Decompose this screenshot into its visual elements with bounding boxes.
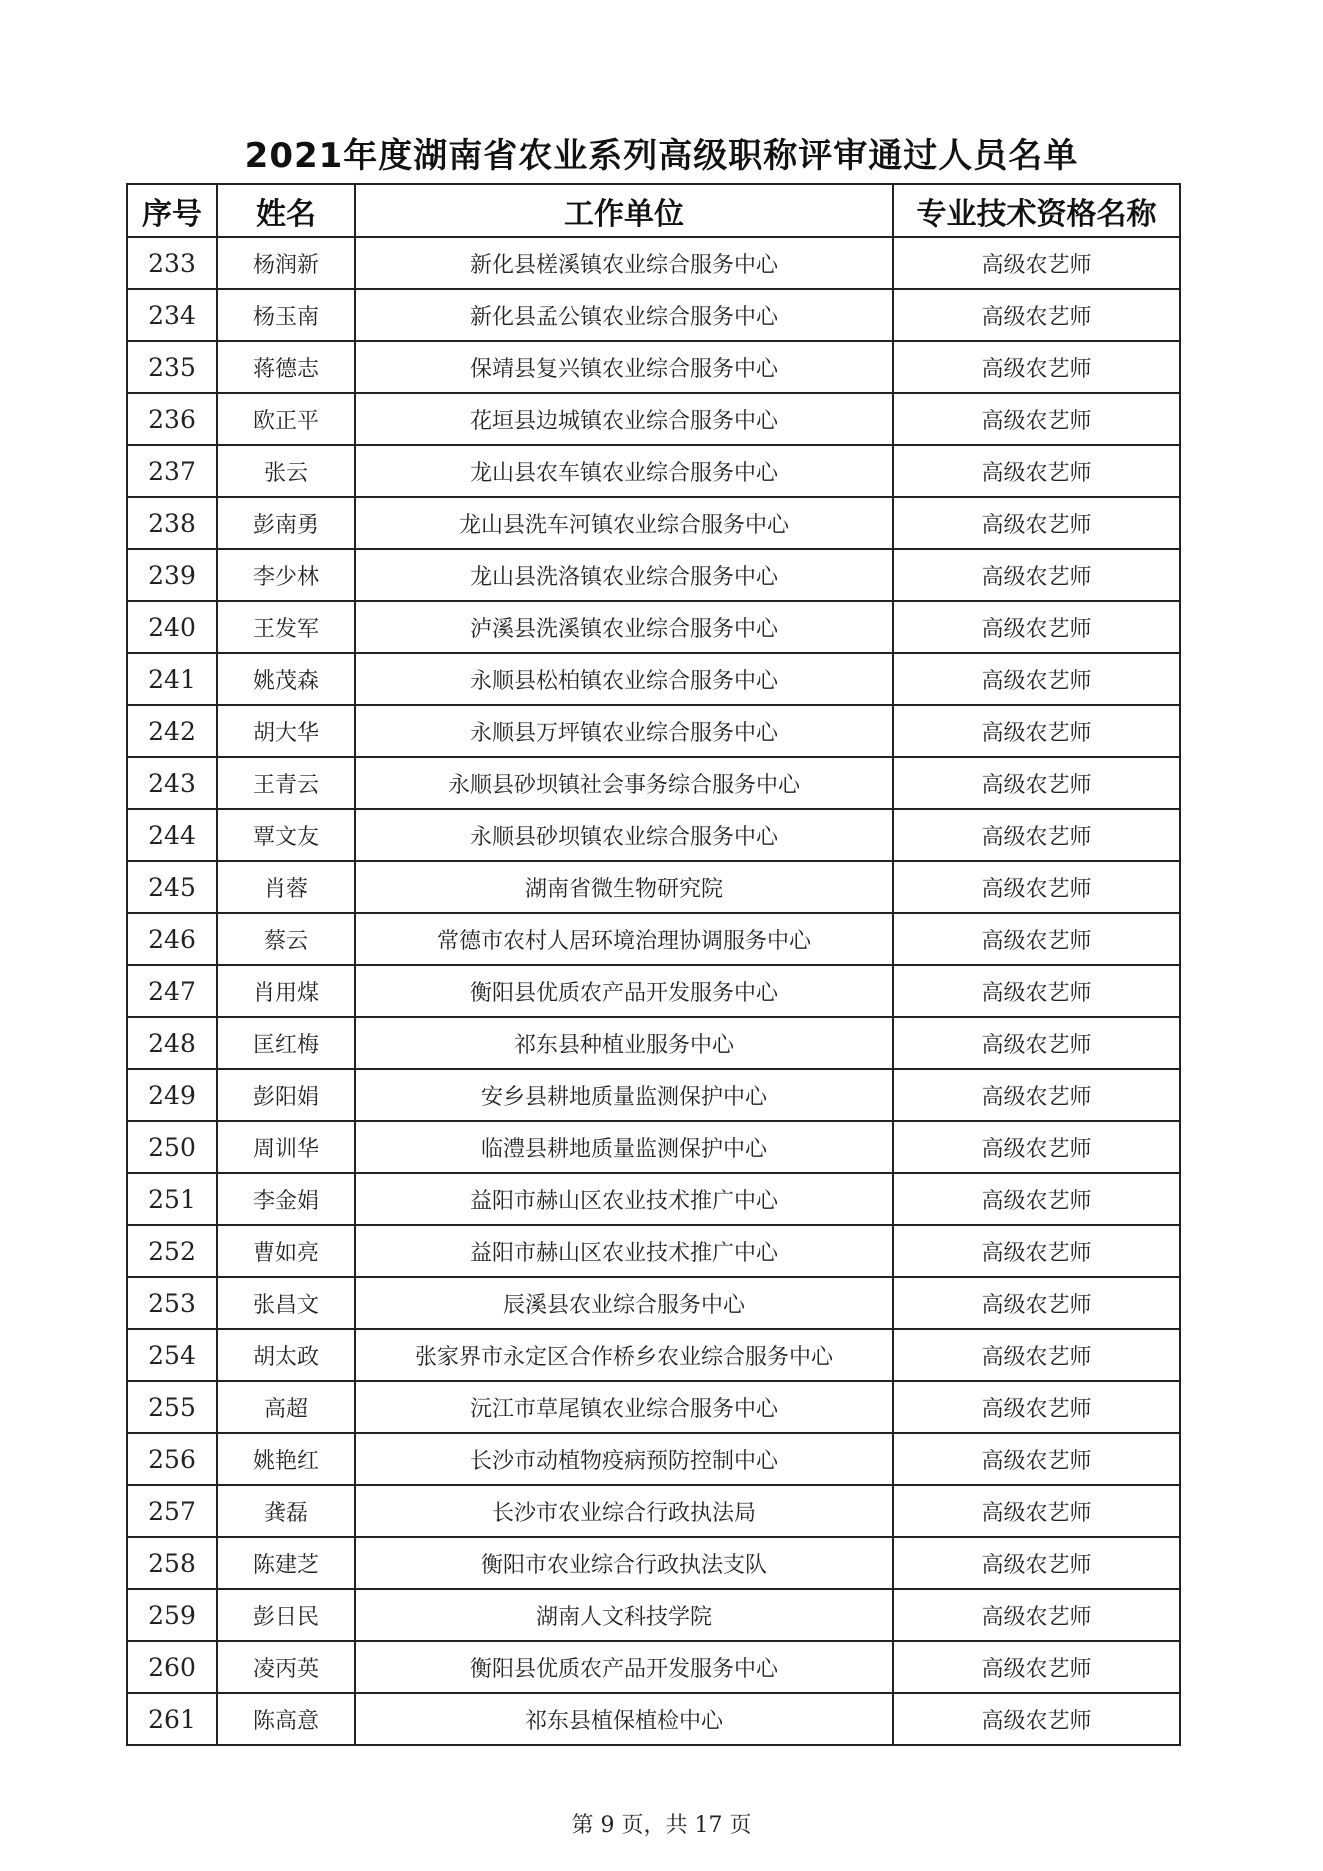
table-row [127, 1537, 1180, 1589]
header-workplace: 工作单位 [355, 184, 893, 237]
cell-workplace: 常德市农村人居环境治理协调服务中心 [355, 913, 893, 965]
cell-qualification: 高级农艺师 [893, 757, 1180, 809]
cell-seq: 235 [127, 341, 217, 393]
table-row [127, 1173, 1180, 1225]
header-seq: 序号 [127, 184, 217, 237]
table-row [127, 1277, 1180, 1329]
cell-workplace: 龙山县洗车河镇农业综合服务中心 [355, 497, 893, 549]
cell-name: 高超 [217, 1381, 355, 1433]
cell-qualification: 高级农艺师 [893, 809, 1180, 861]
cell-qualification: 高级农艺师 [893, 1225, 1180, 1277]
cell-name: 周训华 [217, 1121, 355, 1173]
cell-workplace: 新化县孟公镇农业综合服务中心 [355, 289, 893, 341]
cell-qualification: 高级农艺师 [893, 1641, 1180, 1693]
cell-workplace: 永顺县万坪镇农业综合服务中心 [355, 705, 893, 757]
cell-qualification: 高级农艺师 [893, 1277, 1180, 1329]
cell-workplace: 衡阳县优质农产品开发服务中心 [355, 1641, 893, 1693]
table-row [127, 549, 1180, 601]
cell-workplace: 永顺县砂坝镇社会事务综合服务中心 [355, 757, 893, 809]
cell-seq: 254 [127, 1329, 217, 1381]
cell-qualification: 高级农艺师 [893, 1433, 1180, 1485]
cell-name: 欧正平 [217, 393, 355, 445]
cell-workplace: 永顺县砂坝镇农业综合服务中心 [355, 809, 893, 861]
cell-workplace: 湖南人文科技学院 [355, 1589, 893, 1641]
table-row [127, 757, 1180, 809]
cell-workplace: 长沙市动植物疫病预防控制中心 [355, 1433, 893, 1485]
header-qualification: 专业技术资格名称 [893, 184, 1180, 237]
cell-seq: 245 [127, 861, 217, 913]
table-row [127, 1693, 1180, 1745]
cell-name: 彭南勇 [217, 497, 355, 549]
cell-seq: 243 [127, 757, 217, 809]
cell-seq: 250 [127, 1121, 217, 1173]
cell-seq: 237 [127, 445, 217, 497]
cell-name: 杨玉南 [217, 289, 355, 341]
table-row [127, 601, 1180, 653]
cell-name: 李少林 [217, 549, 355, 601]
cell-name: 匡红梅 [217, 1017, 355, 1069]
cell-name: 陈高意 [217, 1693, 355, 1745]
table-body [127, 237, 1180, 1745]
cell-name: 胡大华 [217, 705, 355, 757]
cell-seq: 252 [127, 1225, 217, 1277]
cell-seq: 233 [127, 237, 217, 289]
cell-workplace: 沅江市草尾镇农业综合服务中心 [355, 1381, 893, 1433]
cell-qualification: 高级农艺师 [893, 601, 1180, 653]
cell-qualification: 高级农艺师 [893, 1485, 1180, 1537]
cell-qualification: 高级农艺师 [893, 861, 1180, 913]
cell-qualification: 高级农艺师 [893, 1069, 1180, 1121]
cell-workplace: 龙山县农车镇农业综合服务中心 [355, 445, 893, 497]
cell-qualification: 高级农艺师 [893, 549, 1180, 601]
cell-name: 胡太政 [217, 1329, 355, 1381]
cell-seq: 246 [127, 913, 217, 965]
cell-qualification: 高级农艺师 [893, 1017, 1180, 1069]
table-row [127, 1589, 1180, 1641]
cell-workplace: 永顺县松柏镇农业综合服务中心 [355, 653, 893, 705]
cell-workplace: 衡阳县优质农产品开发服务中心 [355, 965, 893, 1017]
cell-qualification: 高级农艺师 [893, 1329, 1180, 1381]
cell-seq: 261 [127, 1693, 217, 1745]
table-row [127, 1069, 1180, 1121]
cell-workplace: 龙山县洗洛镇农业综合服务中心 [355, 549, 893, 601]
table-row [127, 913, 1180, 965]
cell-name: 杨润新 [217, 237, 355, 289]
page-title: 2021年度湖南省农业系列高级职称评审通过人员名单 [244, 136, 1079, 176]
cell-workplace: 保靖县复兴镇农业综合服务中心 [355, 341, 893, 393]
cell-name: 曹如亮 [217, 1225, 355, 1277]
cell-name: 彭阳娟 [217, 1069, 355, 1121]
cell-seq: 257 [127, 1485, 217, 1537]
table-row [127, 1225, 1180, 1277]
roster-table [126, 183, 1181, 1746]
cell-seq: 236 [127, 393, 217, 445]
cell-workplace: 益阳市赫山区农业技术推广中心 [355, 1225, 893, 1277]
cell-name: 张云 [217, 445, 355, 497]
cell-name: 肖蓉 [217, 861, 355, 913]
table-row [127, 1381, 1180, 1433]
table-row [127, 1641, 1180, 1693]
cell-qualification: 高级农艺师 [893, 913, 1180, 965]
cell-workplace: 新化县槎溪镇农业综合服务中心 [355, 237, 893, 289]
cell-name: 张昌文 [217, 1277, 355, 1329]
cell-seq: 255 [127, 1381, 217, 1433]
cell-qualification: 高级农艺师 [893, 497, 1180, 549]
cell-name: 蔡云 [217, 913, 355, 965]
cell-seq: 244 [127, 809, 217, 861]
cell-seq: 260 [127, 1641, 217, 1693]
table-row [127, 1121, 1180, 1173]
cell-qualification: 高级农艺师 [893, 1693, 1180, 1745]
cell-qualification: 高级农艺师 [893, 393, 1180, 445]
cell-qualification: 高级农艺师 [893, 237, 1180, 289]
cell-qualification: 高级农艺师 [893, 965, 1180, 1017]
cell-seq: 238 [127, 497, 217, 549]
cell-seq: 241 [127, 653, 217, 705]
cell-name: 肖用煤 [217, 965, 355, 1017]
table-row [127, 1017, 1180, 1069]
cell-qualification: 高级农艺师 [893, 1381, 1180, 1433]
table-row [127, 1329, 1180, 1381]
cell-workplace: 长沙市农业综合行政执法局 [355, 1485, 893, 1537]
cell-name: 李金娟 [217, 1173, 355, 1225]
cell-name: 蒋德志 [217, 341, 355, 393]
table-row [127, 861, 1180, 913]
table-row [127, 497, 1180, 549]
cell-qualification: 高级农艺师 [893, 341, 1180, 393]
cell-name: 覃文友 [217, 809, 355, 861]
cell-seq: 248 [127, 1017, 217, 1069]
cell-seq: 242 [127, 705, 217, 757]
cell-qualification: 高级农艺师 [893, 1121, 1180, 1173]
cell-workplace: 益阳市赫山区农业技术推广中心 [355, 1173, 893, 1225]
cell-qualification: 高级农艺师 [893, 1589, 1180, 1641]
cell-workplace: 衡阳市农业综合行政执法支队 [355, 1537, 893, 1589]
cell-qualification: 高级农艺师 [893, 445, 1180, 497]
cell-seq: 253 [127, 1277, 217, 1329]
cell-seq: 249 [127, 1069, 217, 1121]
cell-qualification: 高级农艺师 [893, 705, 1180, 757]
table-row [127, 341, 1180, 393]
cell-name: 彭日民 [217, 1589, 355, 1641]
cell-name: 王青云 [217, 757, 355, 809]
table-row [127, 809, 1180, 861]
table-row [127, 705, 1180, 757]
cell-name: 凌丙英 [217, 1641, 355, 1693]
cell-seq: 247 [127, 965, 217, 1017]
cell-seq: 234 [127, 289, 217, 341]
table-row [127, 1485, 1180, 1537]
cell-name: 王发军 [217, 601, 355, 653]
cell-name: 姚茂森 [217, 653, 355, 705]
cell-workplace: 湖南省微生物研究院 [355, 861, 893, 913]
cell-workplace: 祁东县种植业服务中心 [355, 1017, 893, 1069]
cell-qualification: 高级农艺师 [893, 1537, 1180, 1589]
cell-workplace: 辰溪县农业综合服务中心 [355, 1277, 893, 1329]
header-name: 姓名 [217, 184, 355, 237]
page-number: 第 9 页，共 17 页 [571, 1813, 752, 1838]
table-row [127, 653, 1180, 705]
table-row [127, 445, 1180, 497]
cell-qualification: 高级农艺师 [893, 289, 1180, 341]
table-row [127, 1433, 1180, 1485]
cell-workplace: 安乡县耕地质量监测保护中心 [355, 1069, 893, 1121]
cell-workplace: 泸溪县洗溪镇农业综合服务中心 [355, 601, 893, 653]
cell-name: 龚磊 [217, 1485, 355, 1537]
cell-workplace: 花垣县边城镇农业综合服务中心 [355, 393, 893, 445]
cell-seq: 240 [127, 601, 217, 653]
table-row [127, 965, 1180, 1017]
cell-name: 陈建芝 [217, 1537, 355, 1589]
cell-workplace: 临澧县耕地质量监测保护中心 [355, 1121, 893, 1173]
cell-workplace: 祁东县植保植检中心 [355, 1693, 893, 1745]
cell-seq: 256 [127, 1433, 217, 1485]
table-row [127, 289, 1180, 341]
cell-seq: 259 [127, 1589, 217, 1641]
table-row [127, 237, 1180, 289]
cell-qualification: 高级农艺师 [893, 1173, 1180, 1225]
table-row [127, 393, 1180, 445]
cell-qualification: 高级农艺师 [893, 653, 1180, 705]
cell-seq: 251 [127, 1173, 217, 1225]
cell-seq: 258 [127, 1537, 217, 1589]
cell-name: 姚艳红 [217, 1433, 355, 1485]
cell-workplace: 张家界市永定区合作桥乡农业综合服务中心 [355, 1329, 893, 1381]
cell-seq: 239 [127, 549, 217, 601]
header-row [127, 184, 1180, 237]
